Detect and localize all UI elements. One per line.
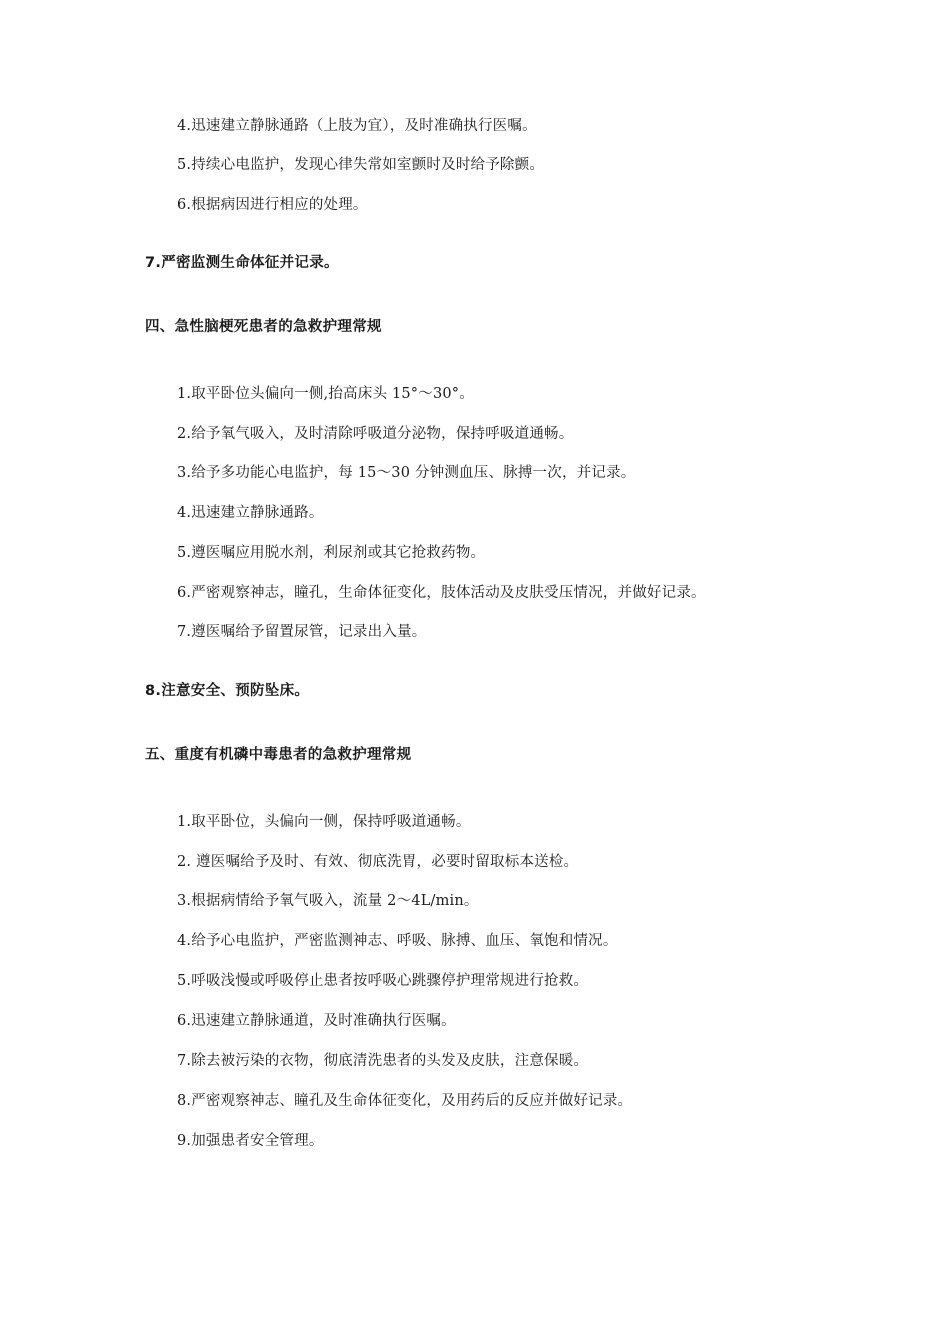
list-item: 3.给予多功能心电监护，每 15～30 分钟测血压、脉搏一次，并记录。 xyxy=(177,465,636,481)
list-item: 5.遵医嘱应用脱水剂，利尿剂或其它抢救药物。 xyxy=(177,545,486,561)
list-item: 4.给予心电监护，严密监测神志、呼吸、脉搏、血压、氧饱和情况。 xyxy=(177,933,618,949)
list-item: 2.给予氧气吸入，及时清除呼吸道分泌物，保持呼吸道通畅。 xyxy=(177,426,574,442)
list-item: 6.迅速建立静脉通道，及时准确执行医嘱。 xyxy=(177,1013,456,1029)
list-item: 6.根据病因进行相应的处理。 xyxy=(177,197,368,213)
list-item: 3.根据病情给予氧气吸入，流量 2～4L/min。 xyxy=(177,893,479,909)
list-item: 4.迅速建立静脉通路（上肢为宜），及时准确执行医嘱。 xyxy=(177,118,537,134)
list-item: 6.严密观察神志，瞳孔，生命体征变化，肢体活动及皮肤受压情况，并做好记录。 xyxy=(177,585,706,601)
list-item: 5.呼吸浅慢或呼吸停止患者按呼吸心跳骤停护理常规进行抢救。 xyxy=(177,973,589,989)
step-heading: 7.严密监测生命体征并记录。 xyxy=(145,255,339,271)
section-title: 四、急性脑梗死患者的急救护理常规 xyxy=(145,319,382,335)
list-item: 4.迅速建立静脉通路。 xyxy=(177,505,324,521)
list-item: 7.除去被污染的衣物，彻底清洗患者的头发及皮肤，注意保暖。 xyxy=(177,1053,589,1069)
list-item: 7.遵医嘱给予留置尿管，记录出入量。 xyxy=(177,624,427,640)
step-heading: 8.注意安全、预防坠床。 xyxy=(145,683,310,699)
list-item: 9.加强患者安全管理。 xyxy=(177,1133,324,1149)
list-item: 2. 遵医嘱给予及时、有效、彻底洗胃，必要时留取标本送检。 xyxy=(177,854,579,870)
section-title: 五、重度有机磷中毒患者的急救护理常规 xyxy=(145,747,412,763)
list-item: 8.严密观察神志、瞳孔及生命体征变化，及用药后的反应并做好记录。 xyxy=(177,1093,633,1109)
list-item: 5.持续心电监护，发现心律失常如室颤时及时给予除颤。 xyxy=(177,157,545,173)
list-item: 1.取平卧位头偏向一侧,抬高床头 15°～30°。 xyxy=(177,386,474,402)
list-item: 1.取平卧位，头偏向一侧，保持呼吸道通畅。 xyxy=(177,814,471,830)
